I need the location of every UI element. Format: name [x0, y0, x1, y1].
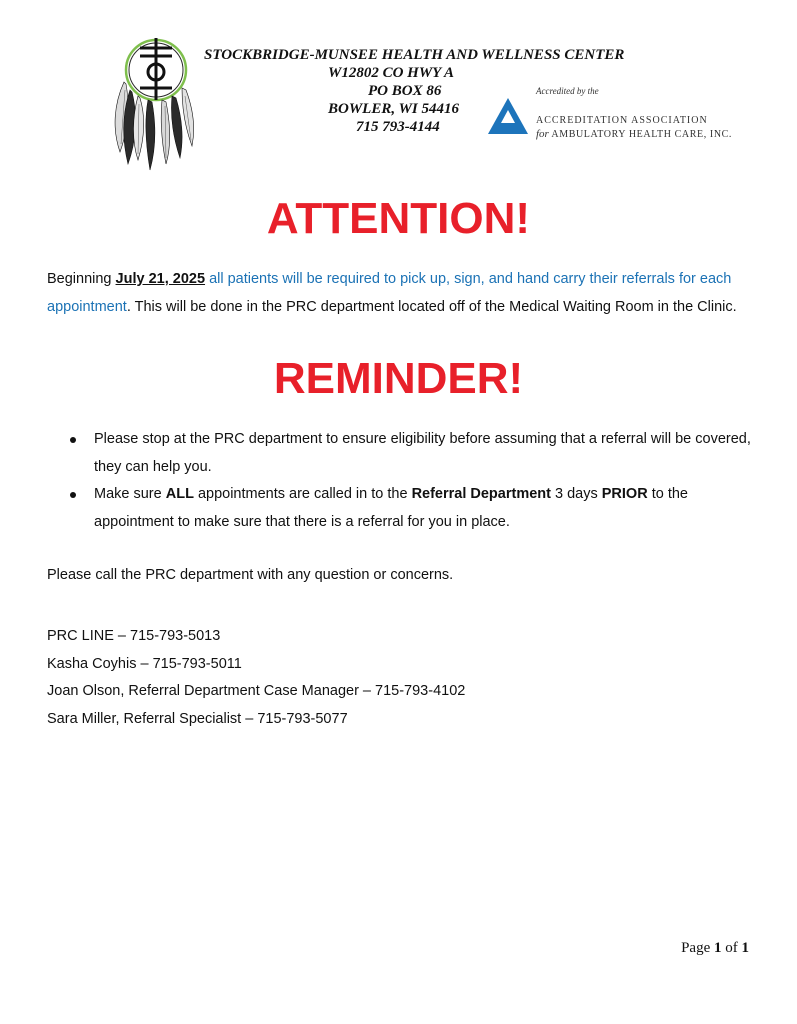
accreditation-org-line-2: for AMBULATORY HEALTH CARE, INC.: [536, 128, 733, 140]
org-name: STOCKBRIDGE-MUNSEE HEALTH AND WELLNESS CENTER: [204, 47, 625, 63]
referral-notice-paragraph: Beginning July 21, 2025 all patients will be required to pick up, sign, and hand carry their referrals for each appointment. This will be done in the PRC department located off of the Medical Waiting Room in the Clinic.: [47, 271, 737, 315]
contact-list: [47, 623, 752, 733]
effective-date: July 21, 2025: [115, 271, 206, 287]
reminder-list: [47, 426, 752, 536]
list-item: Please stop at the PRC department to ensure eligibility before assuming that a referral will be covered, they can help you.: [47, 426, 752, 481]
aaahc-triangle-icon: [486, 96, 530, 136]
accreditation-badge: [484, 82, 746, 144]
address-line-2: PO BOX 86: [368, 83, 442, 99]
contact-kasha-coyhis: Kasha Coyhis – 715-793-5011: [47, 655, 242, 672]
bullet-icon: [70, 492, 76, 498]
address-line-1: W12802 CO HWY A: [328, 65, 454, 81]
page-number: Page 1 of 1: [681, 940, 749, 956]
org-phone: 715 793-4144: [356, 119, 440, 135]
contact-sara-miller: Sara Miller, Referral Specialist – 715-793-5077: [47, 710, 348, 727]
bullet-icon: [70, 437, 76, 443]
accredited-by-text: Accredited by the: [536, 86, 599, 96]
call-note: Please call the PRC department with any question or concerns.: [47, 567, 454, 583]
attention-heading: ATTENTION!: [266, 194, 531, 243]
notice-highlight: all patients will be required to pick up, sign, and hand carry their referrals for each appointment: [47, 271, 732, 315]
contact-joan-olson: Joan Olson, Referral Department Case Manager – 715-793-4102: [47, 683, 466, 699]
address-city: BOWLER, WI 54416: [328, 101, 460, 117]
accreditation-org-line-1: ACCREDITATION ASSOCIATION: [536, 115, 708, 126]
contact-prc-line: PRC LINE – 715-793-5013: [47, 628, 221, 644]
list-item: Make sure ALL appointments are called in to the Referral Department 3 days PRIOR to the appointment to make sure that there is a referral for you in place.: [47, 481, 752, 536]
reminder-heading: REMINDER!: [273, 354, 524, 403]
dreamcatcher-logo: [104, 34, 204, 174]
